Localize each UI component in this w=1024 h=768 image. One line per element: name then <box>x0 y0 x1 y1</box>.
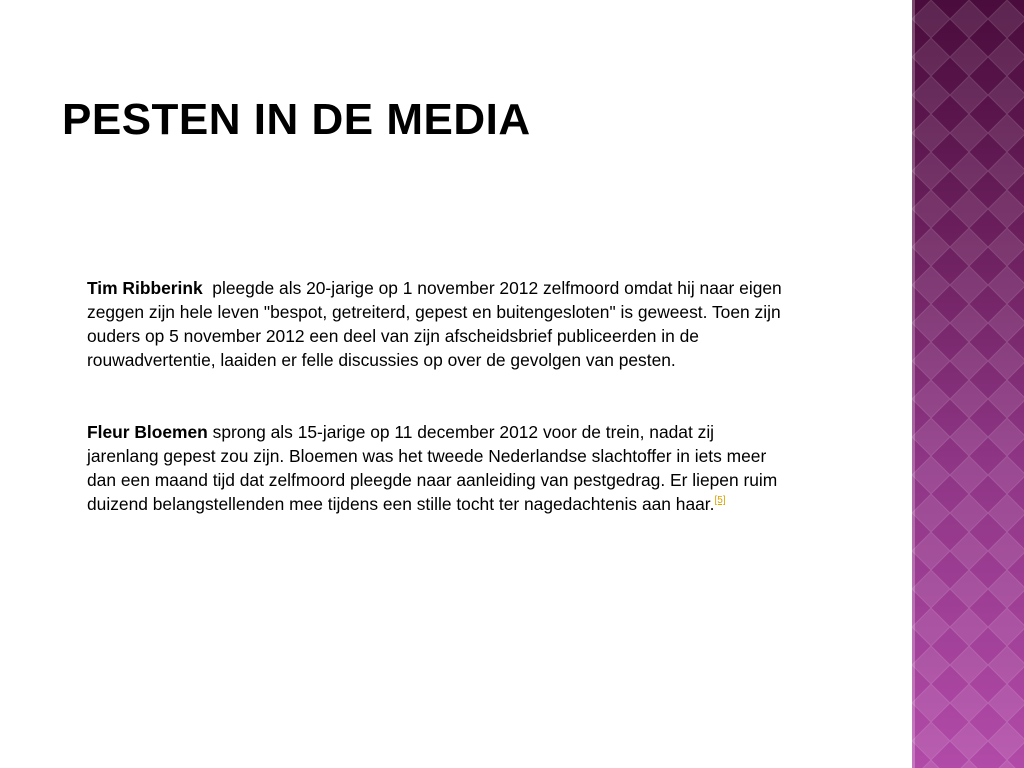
slide-body <box>87 276 787 516</box>
person-name: Fleur Bloemen <box>87 422 208 442</box>
reference-link[interactable]: [5] <box>714 495 726 507</box>
decorative-side-band <box>912 0 1024 768</box>
side-band-edge <box>912 0 915 768</box>
paragraph-fleur-bloemen <box>87 420 787 516</box>
slide-title: PESTEN IN DE MEDIA <box>62 95 531 144</box>
person-name: Tim Ribberink <box>87 278 203 298</box>
paragraph-text: sprong als 15-jarige op 11 december 2012 voor de trein, nadat zij jarenlang gepest zou zijn. Bloemen was het tweede Nederlandse slachtoffer in iets meer dan een maand tijd dat zelfmoord pleegde naar aanleiding van pestgedrag. Er liepen ruim duizend belangstellenden mee tijdens een stille tocht ter nagedachtenis aan haar. <box>87 422 778 514</box>
diamond-pattern <box>912 0 1024 768</box>
paragraph-tim-ribberink <box>87 276 787 372</box>
paragraph-text: pleegde als 20-jarige op 1 november 2012 zelfmoord omdat hij naar eigen zeggen zijn hele leven "bespot, getreiterd, gepest en buitengesloten" is geweest. Toen zijn ouders op 5 november 2012 een deel van zijn afscheidsbrief publiceerden in de rouwadvertentie, laaiden er felle discussies op over de gevolgen van pesten. <box>87 278 787 370</box>
